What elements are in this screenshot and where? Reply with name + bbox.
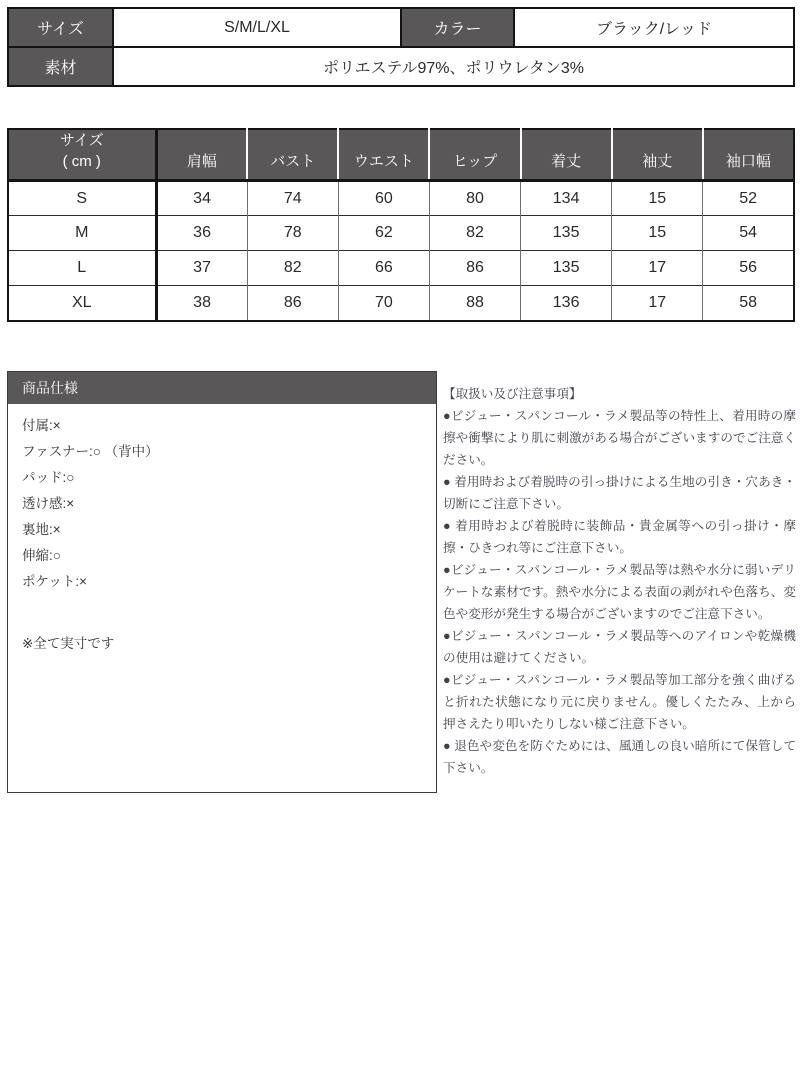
col-header-length: 着丈 — [521, 129, 612, 181]
material-value: ポリエステル97%、ポリウレタン3% — [113, 47, 794, 86]
col-header-sleeve: 袖丈 — [612, 129, 703, 181]
size-unit-header — [8, 129, 156, 181]
measure-cell: 70 — [338, 286, 429, 321]
size-chart-header-row — [8, 129, 794, 181]
note-item-snagging: ● 着用時および着脱時の引っ掛けによる生地の引き・穴あき・切断にご注意下さい。 — [443, 475, 796, 511]
color-value: ブラック/レッド — [514, 8, 794, 47]
handling-notes — [443, 383, 796, 779]
measure-cell: 34 — [156, 181, 247, 216]
measure-cell: 74 — [247, 181, 338, 216]
measure-cell: 60 — [338, 181, 429, 216]
measure-cell: 54 — [703, 216, 794, 251]
product-spec-box — [7, 371, 437, 793]
color-label: カラー — [401, 8, 514, 47]
info-row-size-color — [8, 8, 794, 47]
measure-cell: 88 — [429, 286, 520, 321]
spec-item-pad: パッド:○ — [22, 470, 75, 485]
spec-item-lining: 裏地:× — [22, 522, 61, 537]
spec-item-pocket: ポケット:× — [22, 574, 87, 589]
measure-cell: 86 — [247, 286, 338, 321]
size-cell: S — [8, 181, 156, 216]
measure-cell: 37 — [156, 251, 247, 286]
measure-cell: 15 — [612, 181, 703, 216]
note-item-bending: ●ビジュー・スパンコール・ラメ製品等加工部分を強く曲げると折れた状態になり元に戻りません。優しくたたみ、上から押さえたり叩いたりしない様ご注意下さい。 — [443, 673, 796, 731]
measure-cell: 66 — [338, 251, 429, 286]
measure-cell: 15 — [612, 216, 703, 251]
measure-cell: 17 — [612, 251, 703, 286]
spec-item-accessory: 付属:× — [22, 418, 61, 433]
note-item-storage: ● 退色や変色を防ぐためには、風通しの良い暗所にて保管して下さい。 — [443, 739, 796, 775]
measure-cell: 86 — [429, 251, 520, 286]
note-item-iron-dryer: ●ビジュー・スパンコール・ラメ製品等へのアイロンや乾燥機の使用は避けてください。 — [443, 629, 796, 665]
size-row-xl — [8, 286, 794, 321]
col-header-waist: ウエスト — [338, 129, 429, 181]
measure-cell: 38 — [156, 286, 247, 321]
spec-item-sheerness: 透け感:× — [22, 496, 75, 511]
measure-cell: 80 — [429, 181, 520, 216]
measure-cell: 78 — [247, 216, 338, 251]
note-item-heat-moisture: ●ビジュー・スパンコール・ラメ製品等は熱や水分に弱いデリケートな素材です。熱や水分による表面の剥がれや色落ち、変色や変形が発生する場合がございますのでご注意下さい。 — [443, 563, 796, 621]
spec-box-title: 商品仕様 — [8, 372, 436, 404]
measure-cell: 135 — [521, 216, 612, 251]
spec-footnote: ※全て実寸です — [22, 636, 115, 651]
spec-box-body — [8, 404, 436, 657]
measure-cell: 82 — [429, 216, 520, 251]
note-item-friction: ●ビジュー・スパンコール・ラメ製品等の特性上、着用時の摩擦や衝撃により肌に刺激がある場合がございますのでご注意ください。 — [443, 409, 796, 467]
measure-cell: 17 — [612, 286, 703, 321]
measure-cell: 58 — [703, 286, 794, 321]
size-label: サイズ — [8, 8, 113, 47]
measure-cell: 52 — [703, 181, 794, 216]
size-cell: XL — [8, 286, 156, 321]
info-table — [7, 7, 795, 87]
col-header-shoulder: 肩幅 — [156, 129, 247, 181]
size-row-s — [8, 181, 794, 216]
measure-cell: 135 — [521, 251, 612, 286]
measure-cell: 136 — [521, 286, 612, 321]
col-header-cuff: 袖口幅 — [703, 129, 794, 181]
size-row-m — [8, 216, 794, 251]
material-label: 素材 — [8, 47, 113, 86]
col-header-bust: バスト — [247, 129, 338, 181]
note-item-jewelry: ● 着用時および着脱時に装飾品・貴金属等への引っ掛け・摩擦・ひきつれ等にご注意下さい。 — [443, 519, 796, 555]
measure-cell: 62 — [338, 216, 429, 251]
size-cell: M — [8, 216, 156, 251]
measure-cell: 82 — [247, 251, 338, 286]
info-row-material — [8, 47, 794, 86]
col-header-hip: ヒップ — [429, 129, 520, 181]
measure-cell: 134 — [521, 181, 612, 216]
size-cell: L — [8, 251, 156, 286]
size-chart-table — [7, 128, 795, 322]
spec-item-stretch: 伸縮:○ — [22, 548, 61, 563]
spec-item-fastener: ファスナー:○ （背中） — [22, 444, 159, 459]
size-unit-line1: サイズ — [59, 132, 104, 149]
measure-cell: 36 — [156, 216, 247, 251]
measure-cell: 56 — [703, 251, 794, 286]
notes-title: 【取扱い及び注意事項】 — [443, 387, 582, 401]
size-row-l — [8, 251, 794, 286]
size-unit-line2: ( cm ) — [62, 153, 101, 170]
size-value: S/M/L/XL — [113, 8, 401, 47]
